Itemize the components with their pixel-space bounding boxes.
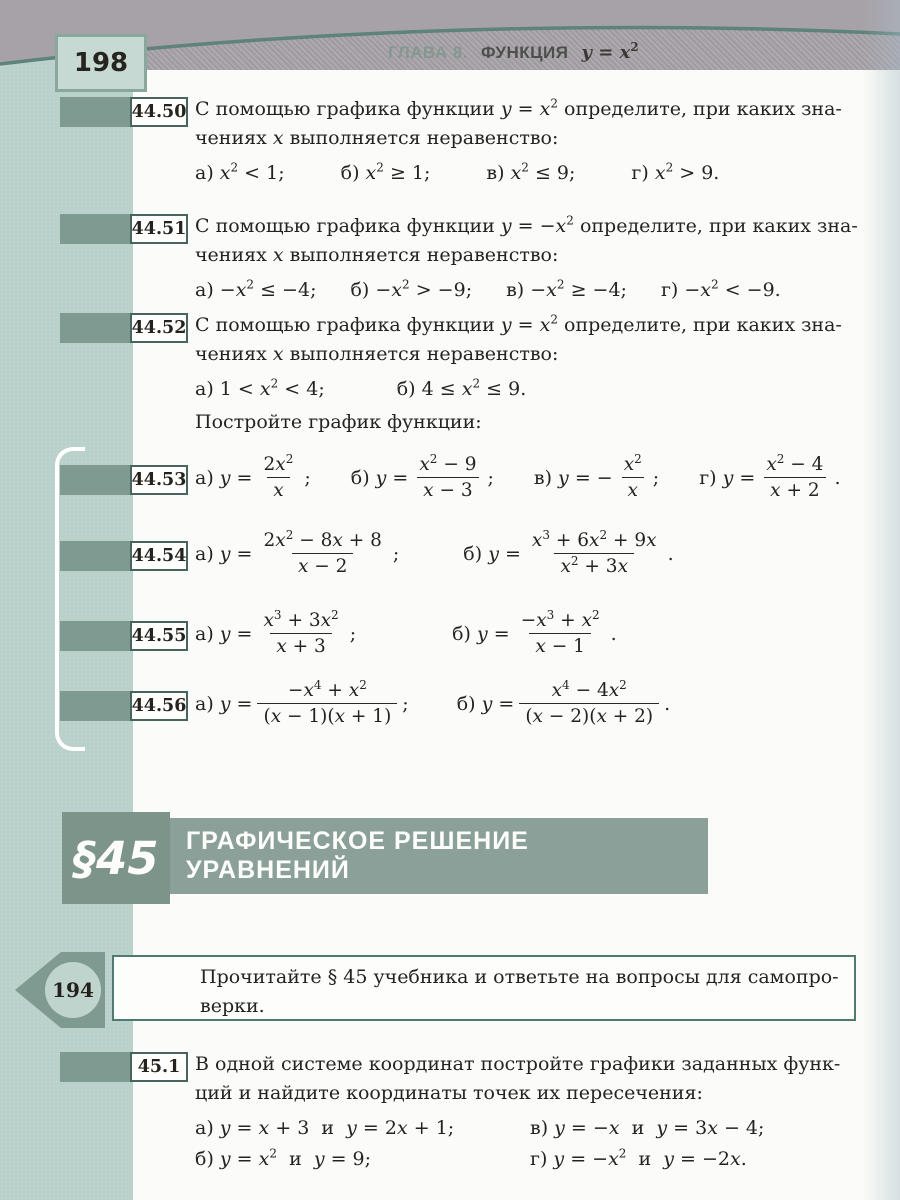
exercise-44-53 [60,452,862,503]
exercise-number: 44.55 [130,621,188,651]
exercise-text-line: чениях x выполняется неравенство: [195,244,559,266]
chapter-header [388,42,639,63]
option-text: а) y = [195,622,253,645]
fraction: $\frac{x^2 - 9}{x - 3}$ [413,452,482,503]
exercise-number-tab [60,214,188,244]
fraction: $\frac{x^3 + 3x^2}{x + 3}$ [263,607,339,657]
option-text: . [834,466,841,489]
section-title-line1: ГРАФИЧЕСКОЕ РЕШЕНИЕ [186,827,529,855]
options-row [195,279,862,301]
option-text: $б) -x^2 > -9$; [350,277,473,301]
fraction: $\frac{x^3 + 6x^2 + 9x}{x^2 + 3x}$ [531,527,657,577]
option [397,378,527,400]
option [341,162,431,184]
exercise-body [195,311,862,400]
option [195,279,316,301]
option-text: ; [392,542,400,565]
option [631,162,719,184]
options-row [195,1117,862,1170]
option-text: ; [349,622,357,645]
options-row [195,528,862,579]
exercise-45-1 [60,1050,862,1170]
exercise-number-tab [60,313,188,343]
option [486,162,575,184]
number-tab-bar [60,465,130,495]
options-row [195,378,862,400]
exercise-number-tab [60,1052,188,1082]
option [351,452,494,503]
option-text: г) y = [699,466,756,489]
option-text: б) y = [350,466,409,489]
exercise-number: 44.52 [130,313,188,343]
options-row [195,608,862,659]
exercise-text-line: чениях x выполняется неравенство: [195,343,559,365]
option [195,528,399,579]
fraction: $\frac{x^4 - 4x^2}{(x - 2)(x + 2)}$ [519,678,659,729]
option-text: б) $y = x^2$ и y = 9; [195,1146,372,1170]
exercise-body [195,1050,862,1170]
option [534,452,659,503]
option-text: ; [402,692,409,715]
option-text: б) y = [452,622,510,645]
option [195,1117,530,1139]
option-text: б) y = [463,542,521,565]
option [506,279,627,301]
option-text: . [667,542,674,565]
option-text: в) $x^2 \le 9$; [486,160,576,184]
option [195,162,285,184]
option [195,378,325,400]
self-check-note [112,955,856,1021]
option [699,452,840,503]
exercise-44-54 [60,528,862,579]
fraction: $\frac{2x^2 - 8x + 8}{x - 2}$ [263,527,382,577]
option [350,279,472,301]
option [195,678,409,729]
chapter-title: ФУНКЦИЯ [481,43,569,62]
exercise-text-line: С помощью графика функции $y = x^2$ определите, при каких зна- [195,312,842,336]
exercise-44-56 [60,678,862,729]
exercise-body [195,95,862,184]
option-text: в) y = − [533,466,613,489]
option-text: $а) -x^2 \le -4$; [195,277,317,301]
number-tab-bar [60,621,130,651]
fraction: $\frac{x^2 - 4}{x + 2}$ [760,452,829,503]
plot-heading: Постройте график функции: [195,411,482,433]
number-tab-bar [60,214,130,244]
exercise-text-line: ций и найдите координаты точек их пересечения: [195,1082,703,1104]
exercise-number: 44.50 [130,97,188,127]
option-text: . [664,692,671,715]
option [530,1148,862,1170]
option-text: $г) -x^2 < -9$. [660,277,781,301]
exercise-number-tab [60,541,188,571]
number-tab-bar [60,97,130,127]
number-tab-bar [60,691,130,721]
page-reference-badge: 194 [45,962,101,1018]
number-tab-bar [60,1052,130,1082]
section-45-mark: §45 [62,812,170,904]
exercise-number-tab [60,465,188,495]
exercise-body [195,678,862,729]
option-text: ; [487,466,494,489]
option-text: а) $1 < x^2 < 4$; [195,376,325,400]
section-45-title [170,818,708,894]
exercise-text-line: В одной системе координат постройте графики заданных функ- [195,1053,841,1075]
fraction: $\frac{-x^4 + x^2}{(x - 1)(x + 1)}$ [257,678,397,729]
option-text: г) $y = -x^2$ и y = −2x. [530,1146,747,1170]
exercise-body [195,212,862,301]
exercise-44-51 [60,212,862,301]
exercise-44-50 [60,95,862,184]
option-text: а) y = [195,692,253,715]
option [452,608,617,659]
option-text: а) y = [195,542,253,565]
exercise-number-tab [60,97,188,127]
exercise-text-line: С помощью графика функции $y = x^2$ определите, при каких зна- [195,96,842,120]
fraction: $\frac{-x^3 + x^2}{x - 1}$ [520,607,600,657]
option-text: $в) -x^2 \ge -4$; [506,277,627,301]
exercise-number: 45.1 [130,1052,188,1082]
option-text: в) y = −x и y = 3x − 4; [530,1117,765,1139]
note-line2: верки. [200,995,265,1017]
exercise-body [195,452,862,503]
option-text: ; [304,466,311,489]
exercise-number-tab [60,621,188,651]
option [661,279,781,301]
option-text: б) $4 \le x^2 \le 9$. [396,376,527,400]
exercise-body [195,608,862,659]
chapter-label: ГЛАВА 8. [388,43,469,62]
options-row [195,162,862,184]
option-text: г) $x^2 > 9$. [631,160,720,184]
option-text: а) y = [195,466,253,489]
note-line1: Прочитайте § 45 учебника и ответьте на вопросы для самопро- [200,966,839,988]
option [457,678,670,729]
page-number: 198 [55,34,147,92]
number-tab-bar [60,541,130,571]
exercise-text-line: С помощью графика функции $y = -x^2$ определите, при каких зна- [195,213,858,237]
option [463,528,673,579]
page-curvature-shade [862,0,900,1200]
exercise-44-55 [60,608,862,659]
option-text: б) $x^2 \ge 1$; [340,160,431,184]
chapter-math: $y = x^2$ [581,40,639,63]
section-title-line2: УРАВНЕНИЙ [186,856,350,884]
options-row [195,678,862,729]
option-text: а) $x^2 < 1$; [195,160,285,184]
exercise-number: 44.56 [130,691,188,721]
exercise-44-52 [60,311,862,400]
fraction: $\frac{x^2}{x}$ [618,452,648,503]
exercise-body [195,528,862,579]
option [195,452,311,503]
option-text: а) y = x + 3 и y = 2x + 1; [195,1117,455,1139]
back-reference-arrow [15,952,125,1028]
exercise-number: 44.53 [130,465,188,495]
exercise-number: 44.54 [130,541,188,571]
options-row [195,452,862,503]
option-text: б) y = [456,692,515,715]
fraction: $\frac{2x^2}{x}$ [263,451,294,501]
exercise-number: 44.51 [130,214,188,244]
option-text: . [610,622,617,645]
number-tab-bar [60,313,130,343]
option-text: ; [652,466,660,489]
option [195,608,356,659]
option [530,1117,862,1139]
option [195,1148,530,1170]
exercise-text-line: чениях x выполняется неравенство: [195,127,559,149]
exercise-number-tab [60,691,188,721]
